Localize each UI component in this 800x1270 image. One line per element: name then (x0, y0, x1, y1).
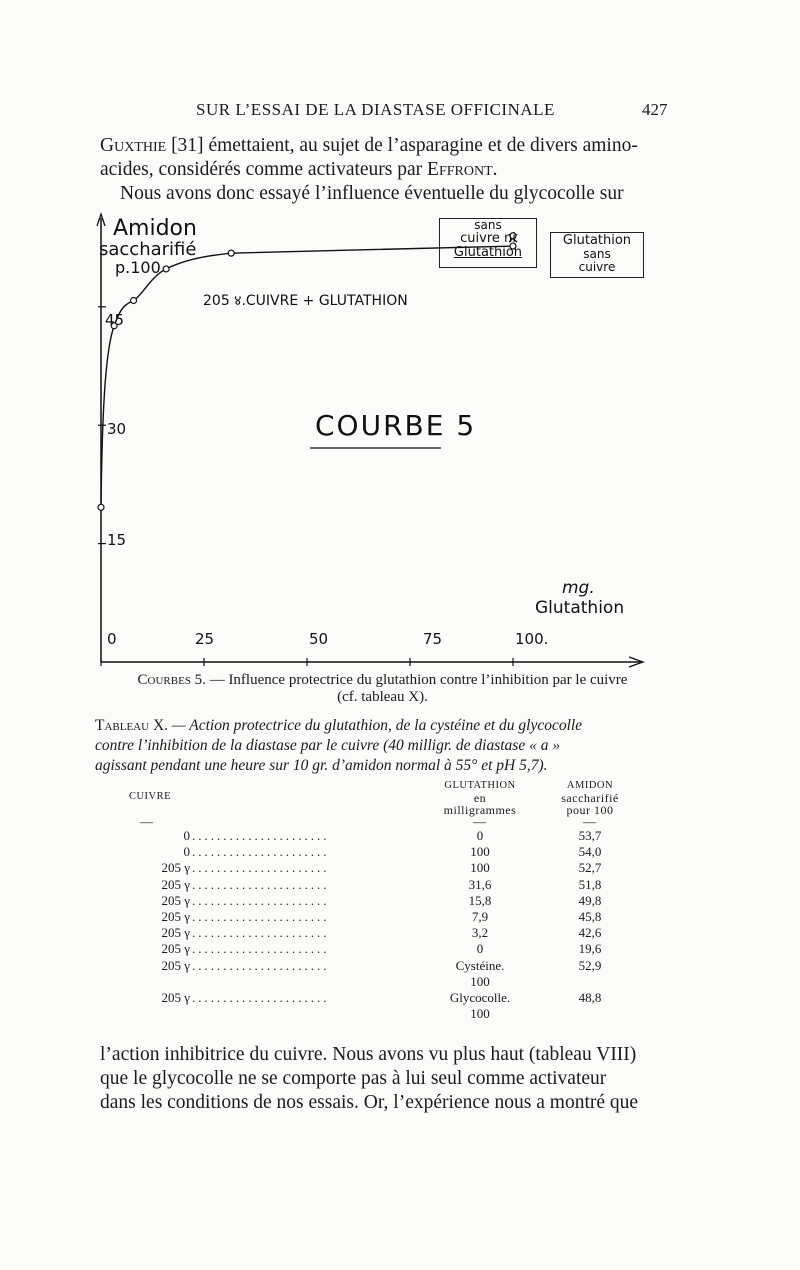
paragraph-top-text-2: acides, considérés comme activateurs par (100, 159, 428, 180)
chart-title: COURBE 5 (315, 409, 477, 442)
column-dash-1: — (140, 814, 153, 829)
page-number: 427 (642, 100, 668, 119)
table-row (110, 925, 670, 941)
cell-amidon: 54,0 (578, 844, 602, 860)
paragraph-top-text-2-end: . (492, 159, 498, 180)
cell-glutathion: 15,8 (468, 892, 492, 908)
paragraph-bottom (100, 1043, 665, 1115)
cell-glutathion: Cystéine. (455, 957, 505, 973)
cell-amidon: 53,7 (578, 828, 602, 843)
chart-marks (98, 233, 517, 511)
column-header-amidon-2: saccharifié (561, 791, 619, 805)
x-tick-label-25: 25 (195, 630, 215, 648)
cell-amidon: 19,6 (578, 941, 602, 957)
paragraph-top-text-1: émettaient, au sujet de l’asparagine et de divers amino- (203, 135, 638, 156)
column-header-amidon-1: AMIDON (566, 780, 614, 791)
caption-text-2: (cf. tableau X). (337, 689, 428, 705)
cell-glutathion: 0 (476, 941, 484, 957)
cell-glutathion-sub: 100 (470, 973, 490, 989)
paragraph-top-line-3: Nous avons donc essayé l’influence éventuelle du glycocolle sur (120, 183, 624, 204)
caption-label: Courbes 5. (137, 672, 206, 688)
leader-dots: ...................... (192, 892, 330, 908)
x-unit-label-2: Glutathion (535, 598, 625, 618)
annotation-box-1-line-2: cuivre ni (460, 231, 516, 246)
y-axis-label-1: Amidon (113, 216, 197, 241)
cell-amidon: 52,9 (578, 957, 602, 973)
annotation-box-2-line-3: cuivre (578, 260, 616, 274)
table-row (110, 877, 670, 893)
annotation-box-1-line-1: sans (474, 218, 502, 232)
paragraph-bottom-line-3: dans les conditions de nos essais. Or, l’expérience nous a montré que (100, 1092, 639, 1113)
annotation-box-sans-cuivre (439, 218, 537, 268)
cell-glutathion: 100 (470, 860, 490, 876)
table-row (110, 860, 670, 876)
cell-glutathion: 100 (470, 844, 490, 860)
cell-cuivre: 0 (183, 844, 190, 860)
column-header-glutathion-2: en (473, 791, 487, 805)
paragraph-top-line-2 (100, 158, 665, 182)
column-header-amidon (545, 780, 635, 816)
cell-cuivre: 205 γ (161, 876, 190, 892)
table-row (110, 990, 670, 1006)
data-point-4 (228, 250, 234, 256)
paragraph-top-line-1 (100, 134, 665, 158)
cell-amidon: 48,8 (578, 990, 602, 1005)
y-axis-label-2: saccharifié (99, 239, 197, 260)
leader-dots: ...................... (192, 876, 330, 892)
paragraph-bottom-line-2: que le glycocolle ne se comporte pas à lui seul comme activateur (100, 1068, 607, 1089)
cell-glutathion: Glycocolle. (449, 990, 511, 1005)
y-axis-label-3: p.100 (115, 258, 161, 277)
curve-figure (85, 210, 665, 670)
cell-amidon: 49,8 (578, 892, 602, 908)
table-row (110, 844, 670, 860)
leader-dots: ...................... (192, 909, 330, 924)
paragraph-top (100, 134, 665, 206)
leader-dots: ...................... (192, 828, 330, 843)
table-title (95, 716, 670, 776)
cell-amidon: 51,8 (578, 876, 602, 892)
leader-dots: ...................... (192, 990, 330, 1005)
annotation-box-2-line-1: Glutathion (562, 233, 632, 248)
data-point-3 (163, 266, 169, 272)
annotation-box-glutathion (550, 232, 644, 278)
cell-glutathion-sub: 100 (470, 1006, 490, 1022)
x-tick-label-0: 0 (107, 630, 117, 648)
cell-cuivre: 205 γ (161, 957, 190, 973)
annotation-box-1-line-3: Glutathion (453, 245, 523, 260)
y-tick-label-15: 15 (107, 531, 127, 549)
paragraph-bottom-line-1: l’action inhibitrice du cuivre. Nous avons vu plus haut (tableau VIII) (100, 1044, 637, 1065)
cell-glutathion: 0 (476, 828, 484, 843)
table-row (110, 909, 670, 925)
column-header-glutathion-3: milligrammes (443, 803, 517, 817)
table-title-text-1: — Action protectrice du glutathion, de la cystéine et du glycocolle (168, 717, 583, 734)
cell-glutathion: 7,9 (471, 909, 489, 924)
y-tick-label-45: 45 (105, 311, 125, 329)
column-header-amidon-3: pour 100 (566, 803, 614, 817)
page-header (0, 96, 800, 126)
x-tick-label-50: 50 (309, 630, 329, 648)
table-row (110, 958, 670, 974)
annotation-box-2-line-2: sans (583, 247, 611, 261)
column-header-glutathion (430, 780, 530, 816)
y-tick-label-30: 30 (107, 420, 127, 438)
cell-glutathion: 3,2 (471, 925, 489, 941)
cell-amidon: 42,6 (578, 925, 602, 941)
leader-dots: ...................... (192, 844, 330, 860)
cell-cuivre: 205 γ (161, 925, 190, 941)
column-dash-2: — (473, 814, 486, 829)
table-row (110, 941, 670, 957)
cell-amidon: 45,8 (578, 909, 602, 924)
column-header-cuivre: CUIVRE (128, 791, 172, 802)
cell-cuivre: 205 γ (161, 892, 190, 908)
series-line (101, 246, 513, 507)
table-row (110, 893, 670, 909)
table-label: Tableau X. (95, 717, 169, 734)
author-effront: Effront (427, 159, 493, 180)
curve-label: 205 ४.CUIVRE + GLUTATHION (203, 293, 408, 309)
caption-line-1 (95, 672, 670, 689)
running-title: SUR L’ESSAI DE LA DIASTASE OFFICINALE (196, 100, 555, 119)
column-dash-3: — (583, 814, 596, 829)
caption-text-1: — Influence protectrice du glutathion contre l’inhibition par le cuivre (205, 672, 628, 688)
cell-glutathion: 31,6 (468, 876, 492, 892)
data-point-2 (131, 298, 137, 304)
leader-dots: ...................... (192, 941, 330, 957)
cell-cuivre: 0 (183, 828, 190, 843)
leader-dots: ...................... (192, 957, 330, 973)
leader-dots: ...................... (192, 925, 330, 941)
table-title-line-1 (95, 716, 670, 736)
cell-amidon: 52,7 (578, 860, 602, 876)
x-tick-label-100: 100. (515, 630, 549, 648)
data-point-0 (98, 504, 104, 510)
cell-cuivre: 205 γ (161, 990, 190, 1005)
figure-caption (95, 672, 670, 706)
cell-cuivre: 205 γ (161, 909, 190, 924)
cell-cuivre: 205 γ (161, 941, 190, 957)
author-guxthie: Guxthie (100, 135, 167, 156)
leader-dots: ...................... (192, 860, 330, 876)
table-title-text-3: agissant pendant une heure sur 10 gr. d’amidon normal à 55° et pH 5,7). (95, 757, 548, 774)
column-header-glutathion-1: GLUTATHION (444, 780, 516, 791)
x-tick-label-75: 75 (423, 630, 443, 648)
x-unit-label-1: mg. (562, 578, 595, 598)
cell-cuivre: 205 γ (161, 860, 190, 876)
table-row (110, 828, 670, 844)
table-title-text-2: contre l’inhibition de la diastase par le cuivre (40 milligr. de diastase « a » (95, 737, 561, 754)
reference-31: [31] (171, 135, 204, 156)
